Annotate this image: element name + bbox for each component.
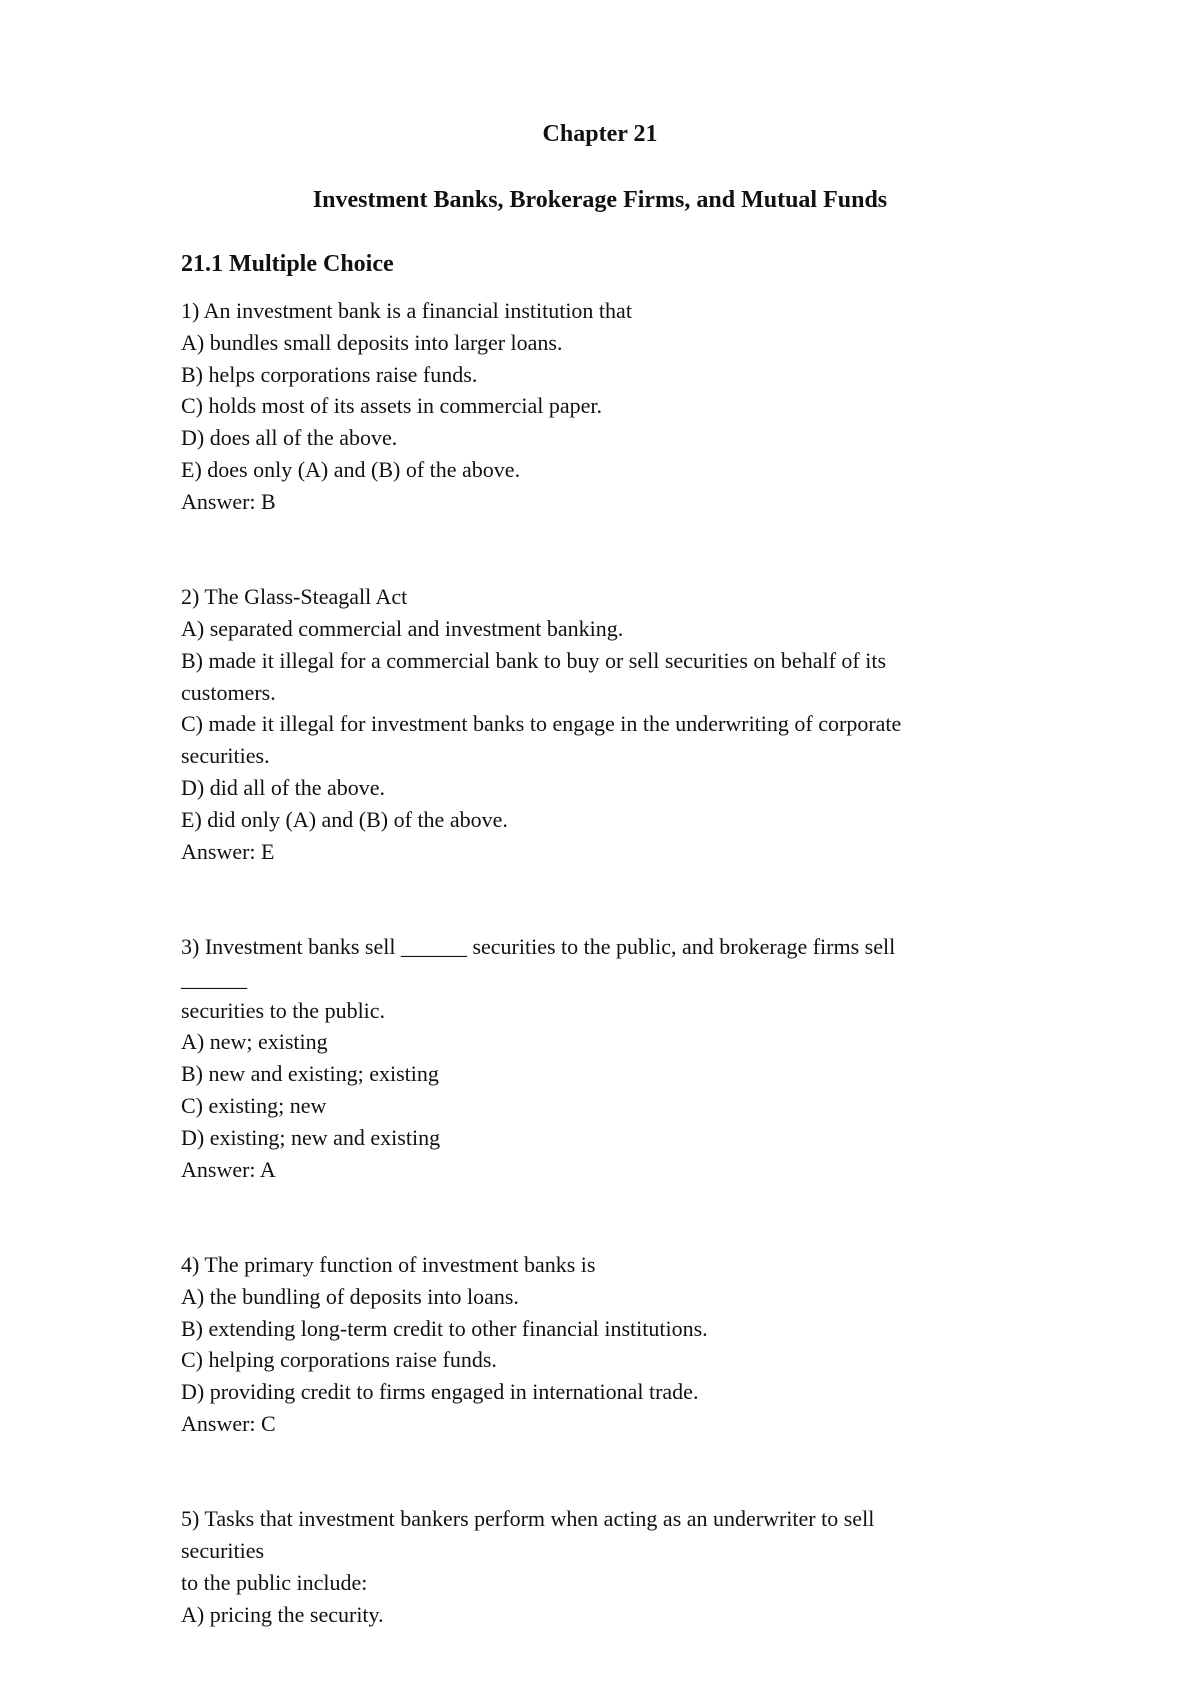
answer-option: D) providing credit to firms engaged in international trade. bbox=[181, 1379, 699, 1405]
question-5 bbox=[181, 1503, 1021, 1630]
question-stem: 5) Tasks that investment bankers perform when acting as an underwriter to sell bbox=[181, 1506, 875, 1532]
answer-key: Answer: C bbox=[181, 1410, 276, 1436]
question-4 bbox=[181, 1249, 1021, 1440]
answer-option: B) made it illegal for a commercial bank to buy or sell securities on behalf of its bbox=[181, 647, 887, 673]
question-stem: 3) Investment banks sell ______ securities to the public, and brokerage firms sell bbox=[181, 933, 896, 959]
answer-option: A) bundles small deposits into larger loans. bbox=[181, 329, 563, 355]
answer-option: E) did only (A) and (B) of the above. bbox=[181, 806, 508, 832]
question-stem-continued: securities to the public. bbox=[181, 997, 386, 1023]
answer-option: C) made it illegal for investment banks to engage in the underwriting of corporate bbox=[181, 711, 902, 737]
answer-option: C) helping corporations raise funds. bbox=[181, 1347, 497, 1373]
answer-option: B) helps corporations raise funds. bbox=[181, 361, 478, 387]
question-stem-blank: ______ bbox=[181, 965, 247, 991]
question-stem: 4) The primary function of investment banks is bbox=[181, 1251, 596, 1277]
answer-option: A) new; existing bbox=[181, 1029, 328, 1055]
question-3 bbox=[181, 931, 1021, 1185]
answer-option-continued: securities. bbox=[181, 743, 270, 769]
answer-option: B) new and existing; existing bbox=[181, 1061, 439, 1087]
question-2 bbox=[181, 581, 1021, 867]
answer-key: Answer: E bbox=[181, 838, 275, 864]
chapter-title: Chapter 21 bbox=[542, 121, 658, 147]
question-stem: 1) An investment bank is a financial institution that bbox=[181, 298, 632, 323]
chapter-subtitle: Investment Banks, Brokerage Firms, and Mutual Funds bbox=[312, 187, 888, 213]
question-stem-continued: to the public include: bbox=[181, 1569, 368, 1595]
answer-option-continued: customers. bbox=[181, 679, 276, 705]
answer-option: C) holds most of its assets in commercial paper. bbox=[181, 393, 602, 419]
section-heading: 21.1 Multiple Choice bbox=[181, 251, 394, 277]
answer-option: A) pricing the security. bbox=[181, 1601, 384, 1627]
question-stem-continued: securities bbox=[181, 1538, 265, 1564]
answer-option: C) existing; new bbox=[181, 1092, 327, 1118]
answer-option: A) the bundling of deposits into loans. bbox=[181, 1283, 519, 1309]
answer-option: B) extending long-term credit to other financial institutions. bbox=[181, 1315, 708, 1341]
question-1 bbox=[181, 295, 1021, 518]
answer-key: Answer: A bbox=[181, 1156, 276, 1182]
answer-option: E) does only (A) and (B) of the above. bbox=[181, 456, 521, 482]
answer-option: A) separated commercial and investment banking. bbox=[181, 615, 624, 641]
question-list bbox=[181, 295, 1021, 1630]
answer-option: D) existing; new and existing bbox=[181, 1124, 441, 1150]
answer-key: Answer: B bbox=[181, 488, 276, 514]
answer-option: D) did all of the above. bbox=[181, 774, 386, 800]
answer-option: D) does all of the above. bbox=[181, 425, 398, 451]
question-stem: 2) The Glass-Steagall Act bbox=[181, 584, 408, 610]
